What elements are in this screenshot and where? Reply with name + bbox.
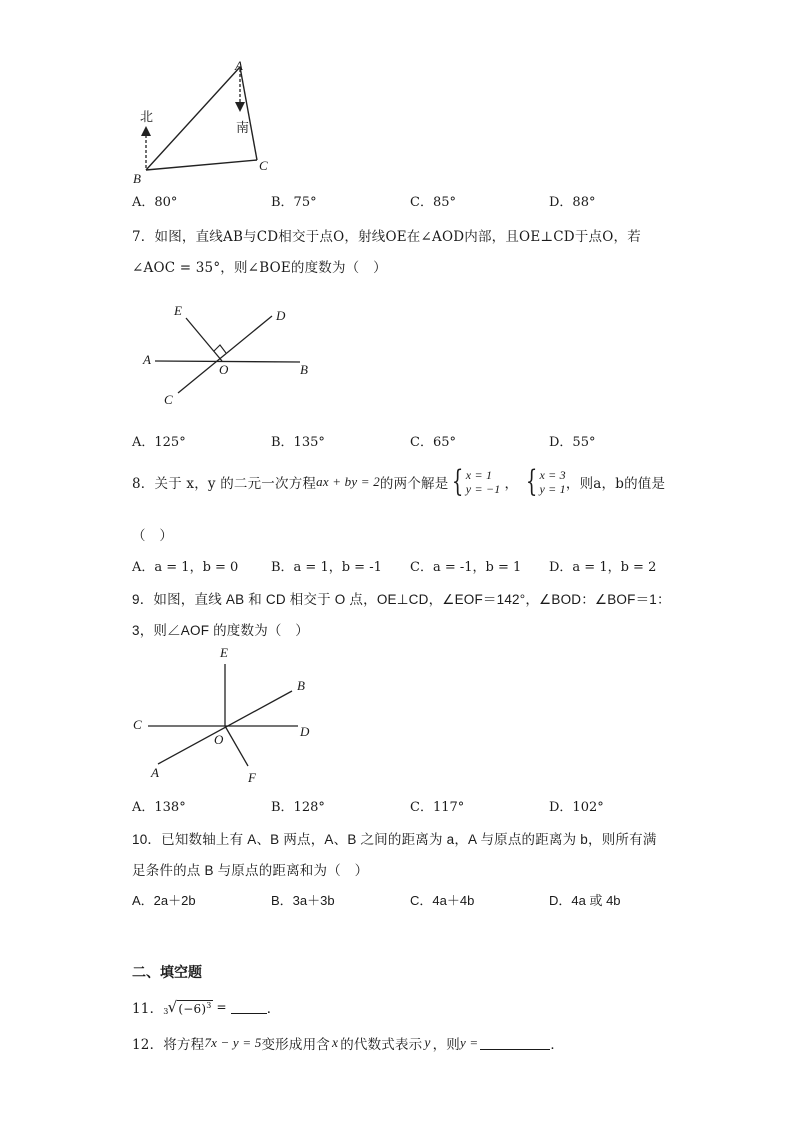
q8-sol1-y: y = −1 — [465, 482, 501, 496]
q11-cube-root — [163, 998, 212, 1016]
q10-option-d: D．4a 或 4b — [549, 893, 621, 908]
q6-option-a: A．80° — [132, 195, 178, 210]
q11-radicand: (−6) — [178, 1002, 207, 1016]
fig9-diagram — [140, 650, 320, 780]
q8-sol2-y: y = 1 — [539, 482, 566, 496]
q6-option-b: B．75° — [271, 195, 317, 210]
radical-sign-icon: √ — [167, 998, 178, 1016]
fig9-label-C: C — [133, 717, 142, 732]
q10-option-a: A．2a＋2b — [132, 893, 196, 908]
q12-equation: 7x − y = 5 — [204, 1035, 262, 1050]
q8-sol2-x: x = 3 — [539, 468, 566, 482]
q12-prefix: 12．将方程 — [132, 1037, 205, 1053]
q12-middle2: 的代数式表示 — [340, 1037, 423, 1053]
fig6-north-arrowhead — [141, 126, 151, 136]
q9-option-d: D．102° — [549, 800, 604, 815]
q9-option-b: B．128° — [271, 800, 325, 815]
left-brace-icon: { — [452, 464, 464, 499]
q8-equation: ax + by = 2 — [316, 474, 380, 489]
q11-end: ． — [266, 1001, 281, 1017]
fig7-label-A: A — [143, 352, 151, 367]
fig9-label-D: D — [300, 724, 310, 739]
q8-prefix: 8．关于 x，y 的二元一次方程 — [132, 476, 317, 492]
q11-line — [132, 997, 281, 1017]
q7-option-c: C．65° — [410, 435, 456, 450]
q11-equals: = — [212, 1000, 231, 1014]
q12-var-y: y — [424, 1035, 431, 1050]
q9-line2: 3，则∠AOF 的度数为（ ） — [132, 623, 310, 638]
fig7-label-C: C — [164, 392, 173, 407]
q8-solution-1 — [448, 464, 501, 499]
q10-line2: 足条件的点 B 与原点的距离和为（ ） — [132, 863, 369, 878]
q9-option-a: A．138° — [132, 800, 186, 815]
fig7-label-D: D — [276, 308, 286, 323]
fig9-ray-OF — [225, 726, 248, 766]
q8-line1: 8．关于 x，y 的二元一次方程 ax + by = 2 的两个解是 { x = 1 y = −1 ， { x = 3 y = 1 ，则a，b的值是 — [132, 464, 666, 499]
q9-option-c: C．117° — [410, 800, 465, 815]
fig6-label-north: 北 — [140, 110, 154, 125]
q6-option-c: C．85° — [410, 195, 456, 210]
fig6-line-BA — [146, 67, 240, 170]
q7-option-a: A．125° — [132, 435, 186, 450]
q8-sol1-x: x = 1 — [465, 468, 493, 482]
q7-line2: ∠AOC = 35°，则∠BOE的度数为（ ） — [132, 260, 387, 276]
fig9-label-E: E — [220, 645, 228, 660]
q12-var-x: x — [331, 1035, 339, 1050]
q12-then: ，则 — [432, 1037, 460, 1053]
fig7-ray-OE — [186, 318, 222, 361]
section-title-fill-blank: 二、填空题 — [132, 965, 202, 981]
fig7-line-CD — [178, 316, 272, 393]
q12-y-eq: y = — [460, 1035, 479, 1050]
fig6-line-BC — [146, 160, 257, 170]
q8-suffix: ，则a，b的值是 — [565, 476, 666, 492]
q11-answer-blank[interactable] — [231, 1001, 267, 1014]
q11-prefix: 11． — [132, 1001, 164, 1017]
q12-answer-blank[interactable] — [480, 1037, 550, 1050]
fig7-label-O: O — [219, 362, 229, 377]
q8-option-c: C．a = -1，b = 1 — [410, 560, 522, 575]
q7-line1: 7．如图，直线AB与CD相交于点O，射线OE在∠AOD内部，且OE⊥CD于点O，若 — [132, 229, 641, 245]
fig9-label-O: O — [214, 732, 224, 747]
fig6-label-south: 南 — [236, 121, 250, 136]
fig7-label-E: E — [174, 303, 182, 318]
q6-option-d: D．88° — [549, 195, 596, 210]
fig6-label-B: B — [133, 171, 141, 186]
q7-option-d: D．55° — [549, 435, 596, 450]
q8-solution-2 — [522, 464, 566, 499]
fig9-label-B: B — [297, 678, 305, 693]
fig6-label-C: C — [259, 158, 268, 173]
q10-option-b: B．3a＋3b — [271, 893, 335, 908]
fig9-label-F: F — [248, 770, 256, 785]
left-brace-icon: { — [526, 464, 538, 499]
q8-option-a: A．a = 1，b = 0 — [132, 560, 239, 575]
q8-line2: （ ） — [132, 528, 174, 544]
fig6-south-arrowhead — [235, 102, 245, 112]
fig6-label-A: A — [235, 58, 243, 73]
q8-middle: 的两个解是 — [379, 476, 449, 492]
q11-exponent: 3 — [206, 1001, 212, 1010]
fig7-label-B: B — [300, 362, 308, 377]
q10-option-c: C．4a＋4b — [410, 893, 475, 908]
fig9-label-A: A — [151, 765, 159, 780]
q12-line — [132, 1033, 564, 1053]
q7-option-b: B．135° — [271, 435, 325, 450]
q8-option-b: B．a = 1，b = -1 — [271, 560, 382, 575]
q8-option-d: D．a = 1，b = 2 — [549, 560, 657, 575]
q12-end: ． — [550, 1037, 565, 1053]
fig7-right-angle-mark — [214, 345, 226, 353]
q12-middle: 变形成用含 — [261, 1037, 330, 1053]
q11-root-index: 3 — [163, 1007, 169, 1016]
q9-line1: 9．如图，直线 AB 和 CD 相交于 O 点，OE⊥CD，∠EOF＝142°，∠BOD：∠BOF＝1： — [132, 592, 671, 607]
fig6-line-AC — [240, 67, 257, 160]
q10-line1: 10．已知数轴上有 A、B 两点，A、B 之间的距离为 a，A 与原点的距离为 b，则所有满 — [132, 832, 657, 847]
